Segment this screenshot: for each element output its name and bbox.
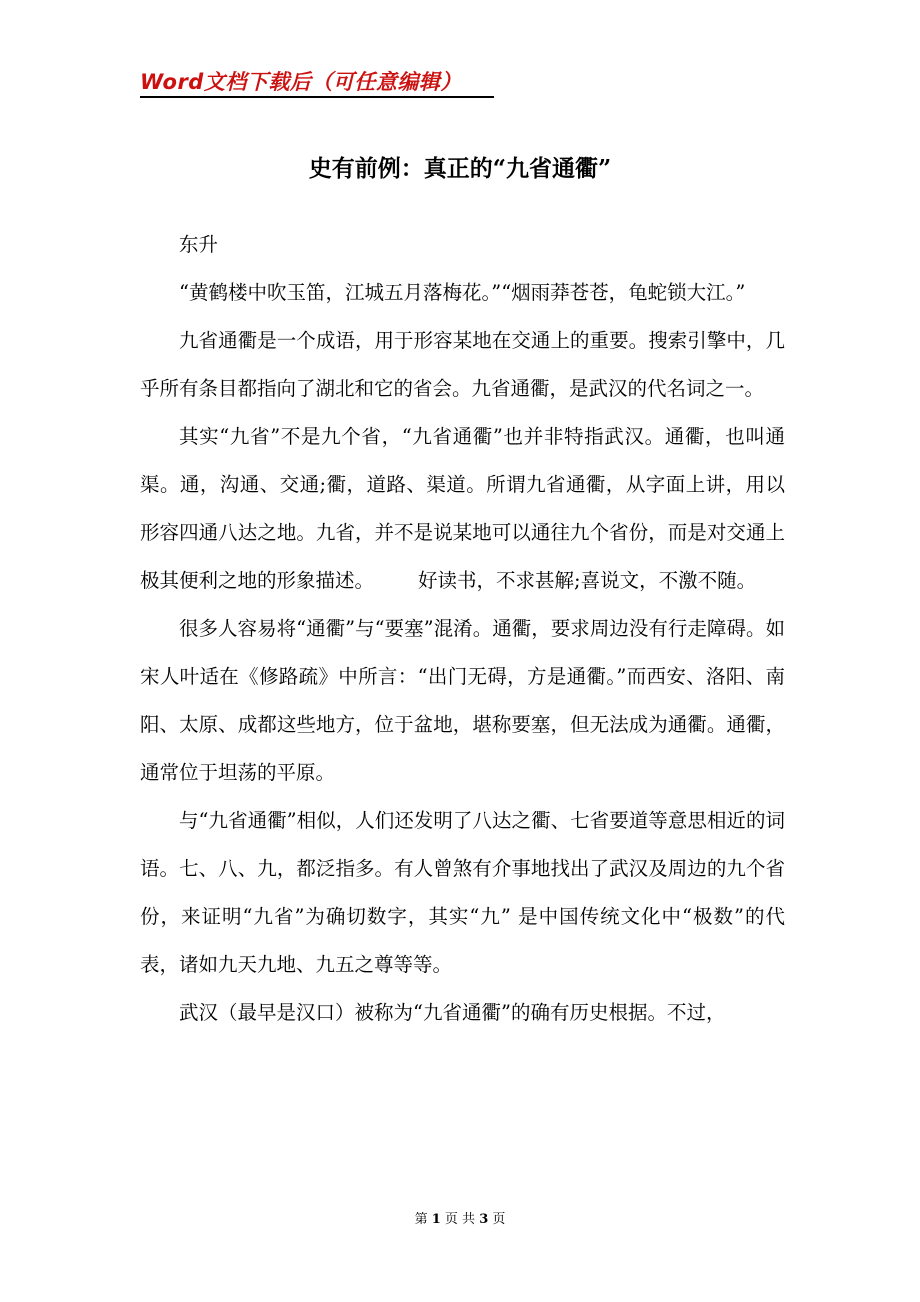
article-body [140,221,785,1037]
paragraph [140,413,785,605]
paragraph: “黄鹤楼中吹玉笛，江城五月落梅花。”“烟雨莽苍苍，龟蛇锁大江。” [179,281,746,304]
page-number-footer [0,1208,920,1227]
paragraph: 九省通衢是一个成语，用于形容某地在交通上的重要。搜索引擎中，几乎所有条目都指向了湖北和它的省会。九省通衢，是武汉的代名词之一。 [140,329,785,400]
download-banner-text: Word文档下载后（可任意编辑） [140,70,462,94]
page-suffix: 页 [492,1212,506,1227]
paragraph: 武汉（最早是汉口）被称为“九省通衢”的确有历史根据。不过， [179,1001,726,1024]
paragraph-text: 其实“九省”不是九个省，“九省通衢”也并非特指武汉。通衢，也叫通渠。通，沟通、交通;衢，道路、渠道。所谓九省通衢，从字面上讲，用以形容四通八达之地。九省，并不是说某地可以通往九个省份，而是对交通上极其便利之地的形象描述。 [140,425,785,592]
current-page: 1 [431,1212,441,1227]
total-pages: 3 [479,1212,489,1227]
page-prefix: 第 [414,1212,428,1227]
download-banner [140,64,494,98]
page-mid: 页 共 [444,1212,476,1227]
paragraph: 很多人容易将“通衢”与“要塞”混淆。通衢，要求周边没有行走障碍。如宋人叶适在《修路疏》中所言：“出门无碍，方是通衢。”而西安、洛阳、南阳、太原、成都这些地方，位于盆地，堪称要塞，但无法成为通衢。通衢，通常位于坦荡的平原。 [140,617,785,784]
paragraph: 与“九省通衢”相似，人们还发明了八达之衢、七省要道等意思相近的词语。七、八、九，都泛指多。有人曾煞有介事地找出了武汉及周边的九个省份，来证明“九省”为确切数字，其实“九” 是中国传统文化中“极数”的代表，诸如九天九地、九五之尊等等。 [140,809,785,976]
author-name: 东升 [179,233,219,256]
page-title: 史有前例：真正的“九省通衢” [308,155,612,182]
inserted-note: 好读书，不求甚解;喜说文，不激不随。 [418,569,757,592]
